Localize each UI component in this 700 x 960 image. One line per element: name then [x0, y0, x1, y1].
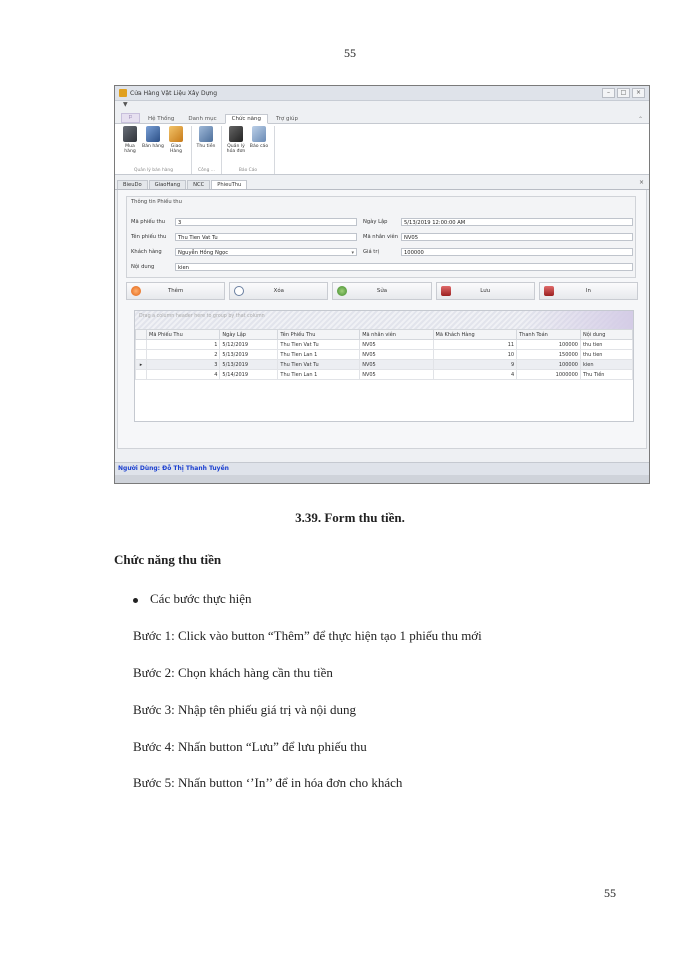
chevron-down-icon[interactable]: ▾	[351, 250, 354, 256]
them-button[interactable]: Thêm	[126, 282, 225, 300]
receipt-info-group	[126, 196, 636, 278]
ribbon-group-label: Báo Cáo	[238, 168, 258, 173]
bullet-item: Các bước thực hiện	[133, 591, 251, 607]
receipt-grid	[134, 310, 634, 422]
column-header[interactable]: Mã Phiếu Thu	[147, 330, 220, 340]
section-heading: Chức năng thu tiền	[114, 552, 222, 567]
ngay-lap-label: Ngày Lập	[363, 219, 388, 225]
tab-tro-giup[interactable]: Trợ giúp	[276, 116, 298, 122]
figure-caption: 3.39. Form thu tiền.	[295, 510, 405, 525]
noi-dung-input[interactable]: kien	[175, 263, 633, 271]
report-icon	[252, 126, 266, 142]
ban-hang-button[interactable]: Bán hàng	[142, 126, 164, 154]
table-row[interactable]: 1 5/12/2019 Thu Tien Vat Tu NV05 11 100000 thu tien	[136, 340, 633, 350]
bullet-icon	[133, 598, 138, 603]
cash-icon	[199, 126, 213, 142]
tag-icon	[146, 126, 160, 142]
tab-he-thong[interactable]: Hệ Thống	[147, 116, 175, 122]
sua-button[interactable]: Sửa	[332, 282, 431, 300]
ribbon-group-label: Quản lý bán hàng	[133, 168, 174, 173]
file-tab[interactable]: ⚐	[121, 113, 140, 123]
minimize-button[interactable]: –	[602, 88, 615, 98]
ma-phieu-thu-input[interactable]: 3	[175, 218, 357, 226]
ribbon-tabs	[115, 111, 649, 124]
in-button[interactable]: In	[539, 282, 638, 300]
step-5: Bước 5: Nhấn button ‘’In’’ để in hóa đơn cho khách	[133, 775, 403, 790]
ribbon-group-sales	[119, 126, 192, 174]
column-header[interactable]: Mã Khách Hàng	[433, 330, 517, 340]
xoa-button[interactable]: Xóa	[229, 282, 328, 300]
step-2: Bước 2: Chọn khách hàng cần thu tiền	[133, 665, 333, 680]
table-row[interactable]: 4 5/14/2019 Thu Tien Lan 1 NV05 4 1000000 Thu Tiền	[136, 370, 633, 380]
group-legend: Thông tin Phiếu thu	[131, 199, 182, 205]
tab-ncc[interactable]: NCC	[187, 180, 210, 189]
table-row-selected[interactable]: ▸ 3 5/13/2019 Thu Tien Vat Tu NV05 9 100000 kien	[136, 360, 633, 370]
group-panel-hint: Drag a column header here to group by that column	[139, 314, 265, 319]
tab-giaohang[interactable]: GiaoHang	[149, 180, 186, 189]
package-icon	[169, 126, 183, 142]
column-header[interactable]: Nội dung	[580, 330, 632, 340]
column-header[interactable]: Mã nhân viên	[360, 330, 433, 340]
ten-phieu-thu-input[interactable]: Thu Tien Vat Tu	[175, 233, 357, 241]
page-number-top: 55	[344, 46, 356, 60]
step-3: Bước 3: Nhập tên phiếu giá trị và nội dung	[133, 702, 356, 717]
ribbon-body	[115, 124, 649, 175]
receipt-table	[135, 329, 633, 380]
step-1: Bước 1: Click vào button “Thêm” để thực hiện tạo 1 phiếu thu mới	[133, 628, 482, 643]
noi-dung-label: Nội dung	[131, 264, 155, 270]
cart-icon	[123, 126, 137, 142]
close-button[interactable]: ×	[632, 88, 645, 98]
mua-hang-button[interactable]: Mua hàng	[119, 126, 141, 154]
action-bar	[126, 282, 638, 300]
tab-phieuthu[interactable]: PhieuThu	[211, 180, 247, 189]
title-bar	[115, 86, 649, 101]
app-icon	[119, 89, 127, 97]
khach-hang-label: Khách hàng	[131, 249, 162, 255]
ma-nhan-vien-label: Mã nhân viên	[363, 234, 398, 240]
ribbon-collapse-icon[interactable]: ⌃	[637, 116, 643, 123]
tab-chuc-nang[interactable]: Chức năng	[225, 114, 268, 124]
page-number-bottom: 55	[604, 886, 616, 900]
bao-cao-button[interactable]: Báo cáo	[248, 126, 270, 154]
group-by-panel[interactable]	[135, 311, 633, 329]
invoice-icon	[229, 126, 243, 142]
quan-ly-hoa-don-button[interactable]: Quản lý hóa đơn	[225, 126, 247, 154]
close-tab-icon[interactable]: ×	[638, 179, 644, 186]
tab-bieudo[interactable]: BieuDo	[117, 180, 148, 189]
row-indicator-icon: ▸	[136, 360, 147, 370]
status-bar-user: Người Dùng: Đỗ Thị Thanh Tuyền	[115, 462, 649, 475]
gia-tri-input[interactable]: 100000	[401, 248, 633, 256]
luu-button[interactable]: Lưu	[436, 282, 535, 300]
column-header[interactable]: Tên Phiếu Thu	[278, 330, 360, 340]
thu-tien-button[interactable]: Thu tiền	[195, 126, 217, 149]
document-tabs	[115, 178, 649, 190]
quick-access-toolbar[interactable]: ▼	[123, 101, 128, 108]
app-window-screenshot	[114, 85, 650, 484]
khach-hang-value: Nguyễn Hồng Ngọc	[178, 250, 229, 256]
status-bar-bottom	[115, 475, 649, 483]
step-4: Bước 4: Nhấn button “Lưu” để lưu phiếu thu	[133, 739, 367, 754]
ma-nhan-vien-input[interactable]: NV05	[401, 233, 633, 241]
ten-phieu-thu-label: Tên phiếu thu	[131, 234, 167, 240]
khach-hang-select[interactable]	[175, 248, 357, 256]
maximize-button[interactable]: □	[617, 88, 630, 98]
column-header[interactable]: Ngày Lập	[220, 330, 278, 340]
table-row[interactable]: 2 5/13/2019 Thu Tien Lan 1 NV05 10 150000 thu tien	[136, 350, 633, 360]
tab-danh-muc[interactable]: Danh mục	[188, 116, 217, 122]
phieu-thu-panel	[117, 190, 647, 449]
ma-phieu-thu-label: Mã phiếu thu	[131, 219, 166, 225]
column-header[interactable]: Thanh Toán	[517, 330, 581, 340]
ribbon-group-cong	[195, 126, 222, 174]
ribbon-group-report	[225, 126, 275, 174]
ngay-lap-input[interactable]: 5/13/2019 12:00:00 AM	[401, 218, 633, 226]
ribbon-group-label: Công ...	[198, 168, 215, 173]
giao-hang-button[interactable]: Giao Hàng	[165, 126, 187, 154]
window-title: Cửa Hàng Vật Liệu Xây Dựng	[130, 89, 218, 97]
gia-tri-label: Giá trị	[363, 249, 379, 255]
